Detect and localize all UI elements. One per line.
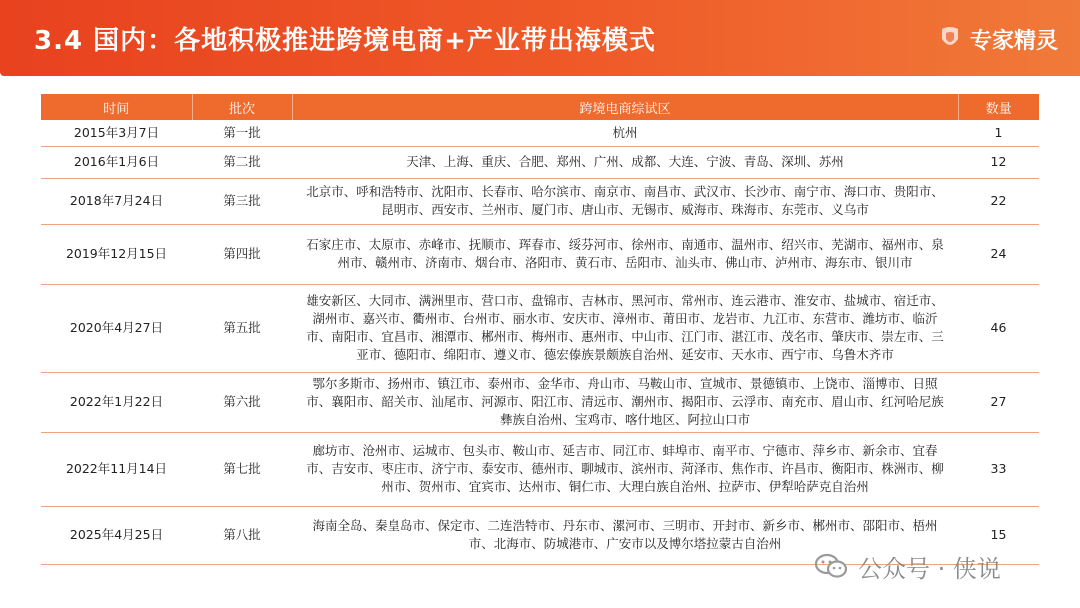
wechat-watermark [814,546,1001,586]
cell-count: 15 [958,506,1039,564]
pilot-zones-table [41,94,1039,565]
cell-cities: 鄂尔多斯市、扬州市、镇江市、泰州市、金华市、舟山市、马鞍山市、宣城市、景德镇市、上饶市、淄博市、日照市、襄阳市、韶关市、汕尾市、河源市、阳江市、清远市、潮州市、揭阳市、云浮市、南充市、眉山市、红河哈尼族彝族自治州、宝鸡市、喀什地区、阿拉山口市 [292,372,958,432]
cell-date: 2016年1月6日 [41,146,192,178]
cell-cities: 石家庄市、太原市、赤峰市、抚顺市、珲春市、绥芬河市、徐州市、南通市、温州市、绍兴市、芜湖市、福州市、泉州市、赣州市、济南市、烟台市、洛阳市、黄石市、岳阳市、汕头市、佛山市、泸州市、海东市、银川市 [292,224,958,284]
cell-count: 22 [958,178,1039,224]
table-row [41,284,1039,372]
table-row [41,178,1039,224]
cell-batch: 第八批 [192,506,292,564]
cell-cities: 北京市、呼和浩特市、沈阳市、长春市、哈尔滨市、南京市、南昌市、武汉市、长沙市、南宁市、海口市、贵阳市、昆明市、西安市、兰州市、厦门市、唐山市、无锡市、威海市、珠海市、东莞市、义乌市 [292,178,958,224]
brand-logo-icon [938,25,962,53]
cell-cities: 雄安新区、大同市、满洲里市、营口市、盘锦市、吉林市、黑河市、常州市、连云港市、淮安市、盐城市、宿迁市、湖州市、嘉兴市、衢州市、台州市、丽水市、安庆市、漳州市、莆田市、龙岩市、九江市、东营市、潍坊市、临沂市、南阳市、宜昌市、湘潭市、郴州市、梅州市、惠州市、中山市、江门市、湛江市、茂名市、肇庆市、崇左市、三亚市、德阳市、绵阳市、遵义市、德宏傣族景颇族自治州、延安市、天水市、西宁市、乌鲁木齐市 [292,284,958,372]
cell-date: 2015年3月7日 [41,120,192,146]
column-header-batch: 批次 [192,94,292,120]
table-row [41,120,1039,146]
cell-date: 2019年12月15日 [41,224,192,284]
cell-batch: 第一批 [192,120,292,146]
cell-batch: 第二批 [192,146,292,178]
cell-batch: 第四批 [192,224,292,284]
column-header-count: 数量 [958,94,1039,120]
brand-logo-text: 专家精灵 [969,28,1058,54]
cell-count: 1 [958,120,1039,146]
cell-cities: 天津、上海、重庆、合肥、郑州、广州、成都、大连、宁波、青岛、深圳、苏州 [292,146,958,178]
brand-logo [938,22,1058,56]
table-row [41,224,1039,284]
page-title: 3.4 国内：各地积极推进跨境电商+产业带出海模式 [34,26,656,56]
cell-batch: 第三批 [192,178,292,224]
cell-date: 2022年11月14日 [41,432,192,506]
cell-count: 24 [958,224,1039,284]
column-header-zones: 跨境电商综试区 [292,94,958,120]
table-header-row [41,94,1039,120]
cell-cities: 杭州 [292,120,958,146]
cell-batch: 第六批 [192,372,292,432]
header-banner [0,0,1080,76]
cell-date: 2022年1月22日 [41,372,192,432]
cell-cities: 海南全岛、秦皇岛市、保定市、二连浩特市、丹东市、漯河市、三明市、开封市、新乡市、郴州市、邵阳市、梧州市、北海市、防城港市、广安市以及博尔塔拉蒙古自治州 [292,506,958,564]
cell-count: 12 [958,146,1039,178]
table-row [41,146,1039,178]
cell-count: 33 [958,432,1039,506]
table-row [41,432,1039,506]
cell-date: 2018年7月24日 [41,178,192,224]
wechat-icon [814,552,848,580]
cell-count: 27 [958,372,1039,432]
cell-date: 2025年4月25日 [41,506,192,564]
cell-cities: 廊坊市、沧州市、运城市、包头市、鞍山市、延吉市、同江市、蚌埠市、南平市、宁德市、萍乡市、新余市、宜春市、吉安市、枣庄市、济宁市、泰安市、德州市、聊城市、滨州市、菏泽市、焦作市、许昌市、衡阳市、株洲市、柳州市、贺州市、宜宾市、达州市、铜仁市、大理白族自治州、拉萨市、伊犁哈萨克自治州 [292,432,958,506]
column-header-time: 时间 [41,94,192,120]
cell-batch: 第七批 [192,432,292,506]
cell-batch: 第五批 [192,284,292,372]
watermark-text: 公众号 · 侠说 [858,554,1001,583]
cell-count: 46 [958,284,1039,372]
table-row [41,372,1039,432]
cell-date: 2020年4月27日 [41,284,192,372]
